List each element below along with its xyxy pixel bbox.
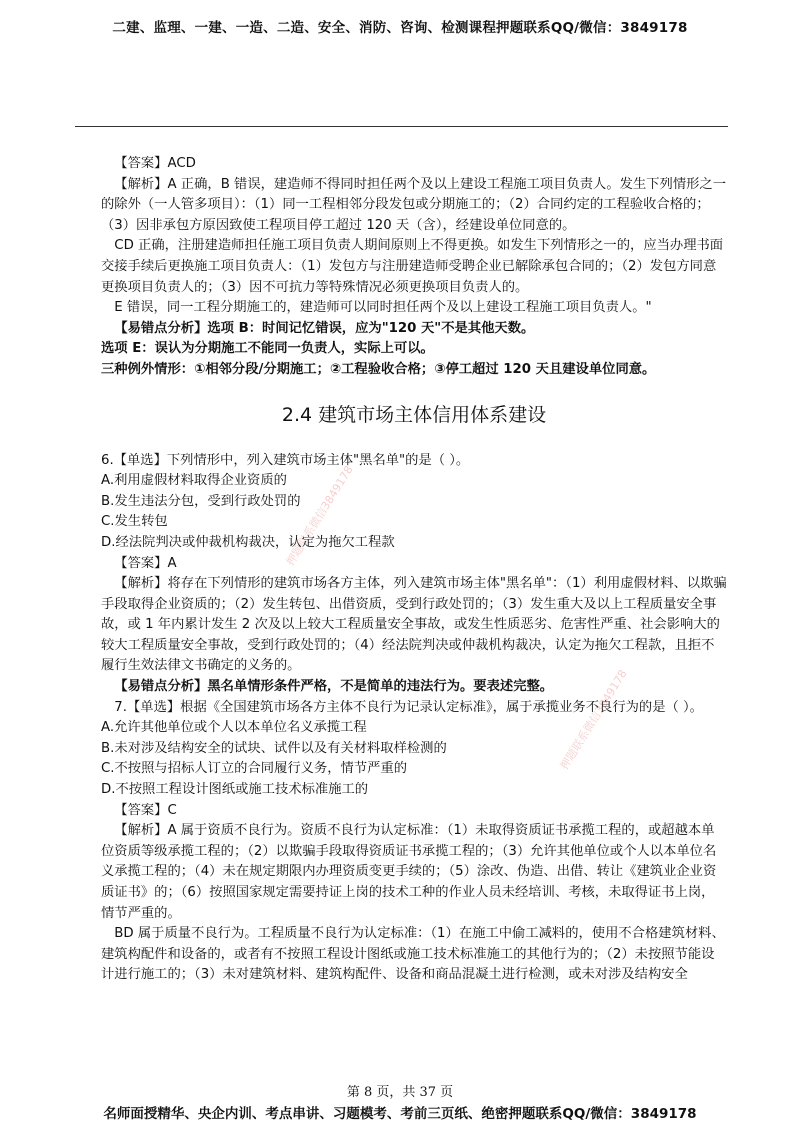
error-analysis: 选项 E：误认为分期施工不能同一负责人，实际上可以。 bbox=[101, 341, 434, 357]
analysis-paragraph: 【解析】A 正确，B 错误，建造师不得同时担任两个及以上建设工程施工项目负责人。发生下列情形之一的除外（一人管多项目）：（1）同一工程相邻分段发包或分期施工的；（2）合同约定的工程验收合格的；（3）因非承包方原因致使工程项目停工超过 120 天（含），经建设单位同意的。 bbox=[101, 176, 727, 233]
header-ad: 二建、监理、一建、一造、二造、安全、消防、咨询、检测课程押题联系QQ/微信：3849178 bbox=[112, 20, 688, 36]
document-body bbox=[101, 154, 727, 986]
analysis-paragraph: 【解析】将存在下列情形的建筑市场各方主体，列入建筑市场主体"黑名单"：（1）利用虚假材料、以欺骗手段取得企业资质的；（2）发生转包、出借资质，受到行政处罚的；（3）发生重大及以上工程质量安全事故，或 1 年内累计发生 2 次及以上较大工程质量安全事故，或发生性质恶劣、危害性严重、社会影响大的较大工程质量安全事故，受到行政处罚的；（4）经法院判决或仲裁机构裁决，认定为拖欠工程款，且拒不履行生效法律文书确定的义务的。 bbox=[101, 576, 727, 674]
answer-line: 【答案】C bbox=[114, 802, 177, 818]
question-option: D.经法院判决或仲裁机构裁决，认定为拖欠工程款 bbox=[101, 534, 395, 550]
error-analysis: 三种例外情形：①相邻分段/分期施工；②工程验收合格；③停工超过 120 天且建设单位同意。 bbox=[101, 361, 656, 377]
watermark-text: 押题联系微信3849178 bbox=[557, 667, 630, 772]
watermark-text: 押题联系微信3849178 bbox=[283, 463, 356, 568]
question-option: C.不按照与招标人订立的合同履行义务，情节严重的 bbox=[101, 761, 408, 777]
question-stem: 6.【单选】下列情形中，列入建筑市场主体"黑名单"的是（ ）。 bbox=[101, 452, 470, 468]
question-option: B.未对涉及结构安全的试块、试件以及有关材料取样检测的 bbox=[101, 740, 447, 756]
analysis-paragraph: E 错误，同一工程分期施工的，建造师可以同时担任两个及以上建设工程施工项目负责人。" bbox=[114, 300, 652, 316]
section-title: 2.4 建筑市场主体信用体系建设 bbox=[281, 403, 547, 426]
question-option: A.允许其他单位或个人以本单位名义承揽工程 bbox=[101, 720, 367, 736]
analysis-paragraph: CD 正确，注册建造师担任施工项目负责人期间原则上不得更换。如发生下列情形之一的，应当办理书面交接手续后更换施工项目负责人：（1）发包方与注册建造师受聘企业已解除承包合同的；（2）发包方同意更换项目负责人的；（3）因不可抗力等特殊情况必须更换项目负责人的。 bbox=[101, 238, 724, 295]
question-stem: 7.【单选】根据《全国建筑市场各方主体不良行为记录认定标准》，属于承揽业务不良行为的是（ ）。 bbox=[114, 699, 703, 715]
question-option: A.利用虚假材料取得企业资质的 bbox=[101, 473, 287, 489]
answer-line: 【答案】ACD bbox=[114, 156, 196, 171]
footer-ad: 名师面授精华、央企内训、考点串讲、习题模考、考前三页纸、绝密押题联系QQ/微信：3849178 bbox=[103, 1106, 697, 1122]
analysis-paragraph: 【解析】A 属于资质不良行为。资质不良行为认定标准：（1）未取得资质证书承揽工程的，或超越本单位资质等级承揽工程的；（2）以欺骗手段取得资质证书承揽工程的；（3）允许其他单位或个人以本单位名义承揽工程的；（4）未在规定期限内办理资质变更手续的；（5）涂改、伪造、出借、转让《建筑业企业资质证书》的；（6）按照国家规定需要持证上岗的技术工种的作业人员未经培训、考核，未取得证书上岗，情节严重的。 bbox=[101, 823, 717, 921]
header-divider bbox=[75, 126, 728, 127]
question-option: B.发生违法分包，受到行政处罚的 bbox=[101, 493, 301, 509]
answer-line: 【答案】A bbox=[114, 555, 177, 571]
page-number: 第 8 页，共 37 页 bbox=[346, 1085, 454, 1100]
analysis-paragraph: BD 属于质量不良行为。工程质量不良行为认定标准：（1）在施工中偷工减料的，使用不合格建筑材料、建筑构配件和设备的，或者有不按照工程设计图纸或施工技术标准施工的其他行为的；（2）未按照节能设计进行施工的；（3）未对建筑材料、建筑构配件、设备和商品混凝土进行检测，或未对涉及结构安全 bbox=[101, 926, 725, 983]
error-analysis: 【易错点分析】黑名单情形条件严格，不是简单的违法行为。要表述完整。 bbox=[114, 679, 554, 695]
question-option: D.不按照工程设计图纸或施工技术标准施工的 bbox=[101, 782, 369, 798]
error-analysis: 【易错点分析】选项 B：时间记忆错误，应为"120 天"不是其他天数。 bbox=[114, 320, 535, 336]
question-option: C.发生转包 bbox=[101, 514, 168, 530]
